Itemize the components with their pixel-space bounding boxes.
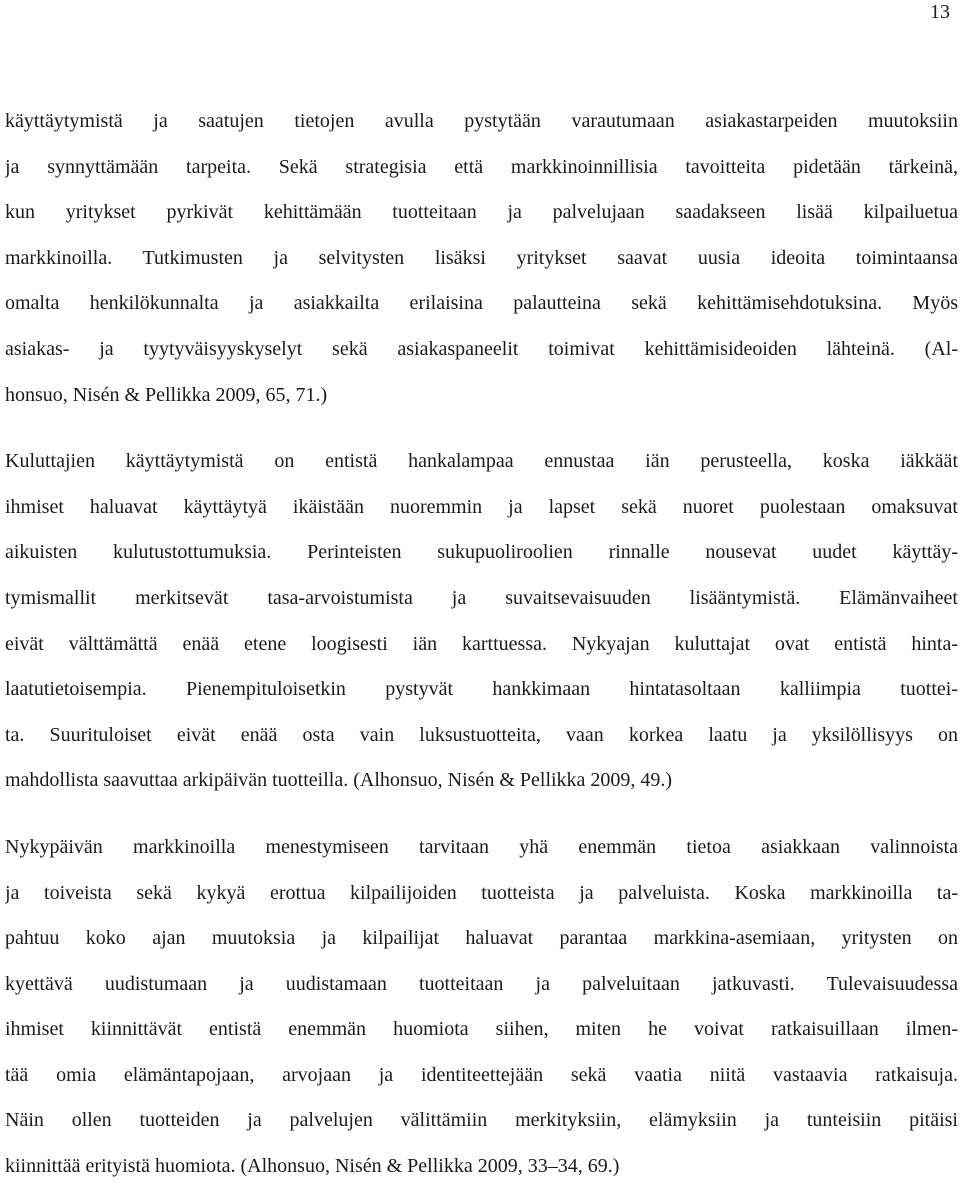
paragraph-1: [5, 99, 958, 418]
text-line: mahdollista saavuttaa arkipäivän tuotteilla. (Alhonsuo, Nisén & Pellikka 2009, 49.): [5, 769, 673, 792]
text-line: honsuo, Nisén & Pellikka 2009, 65, 71.): [5, 383, 328, 406]
paragraph-spacer: [5, 418, 958, 439]
text-line: Näin ollen tuotteiden ja palvelujen välittämiin merkityksiin, elämyksiin ja tunteisiin pitäisi: [5, 1109, 958, 1132]
text-line: kun yritykset pyrkivät kehittämään tuotteitaan ja palvelujaan saadakseen lisää kilpailuetua: [5, 201, 958, 224]
document-body: [5, 99, 958, 1190]
paragraph-spacer: [5, 804, 958, 825]
paragraph-3: [5, 825, 958, 1190]
text-line: kyettävä uudistumaan ja uudistamaan tuotteitaan ja palveluitaan jatkuvasti. Tulevaisuudessa: [5, 972, 958, 995]
text-line: tymismallit merkitsevät tasa-arvoistumista ja suvaitsevaisuuden lisääntymistä. Elämänvaiheet: [5, 586, 958, 609]
text-line: Nykypäivän markkinoilla menestymiseen tarvitaan yhä enemmän tietoa asiakkaan valinnoista: [5, 835, 958, 858]
paragraph-2: [5, 439, 958, 804]
text-line: ihmiset haluavat käyttäytyä ikäistään nuoremmin ja lapset sekä nuoret puolestaan omaksuvat: [5, 495, 958, 518]
text-line: ihmiset kiinnittävät entistä enemmän huomiota siihen, miten he voivat ratkaisuillaan ilmen-: [5, 1018, 958, 1041]
text-line: Kuluttajien käyttäytymistä on entistä hankalampaa ennustaa iän perusteella, koska iäkkäät: [5, 450, 958, 473]
text-line: aikuisten kulutustottumuksia. Perinteisten sukupuoliroolien rinnalle nousevat uudet käyttäy-: [5, 541, 958, 564]
page-number: 13: [930, 1, 950, 23]
text-line: omalta henkilökunnalta ja asiakkailta erilaisina palautteina sekä kehittämisehdotuksina. Myös: [5, 292, 958, 315]
text-line: kiinnittää erityistä huomiota. (Alhonsuo, Nisén & Pellikka 2009, 33–34, 69.): [5, 1155, 620, 1178]
text-line: eivät välttämättä enää etene loogisesti iän karttuessa. Nykyajan kuluttajat ovat entistä hinta-: [5, 632, 958, 655]
text-line: asiakas- ja tyytyväisyyskyselyt sekä asiakaspaneelit toimivat kehittämisideoiden lähteinä. (Al-: [5, 337, 958, 360]
text-line: markkinoilla. Tutkimusten ja selvitysten lisäksi yritykset saavat uusia ideoita toimintaansa: [5, 246, 958, 269]
text-line: ja toiveista sekä kykyä erottua kilpailijoiden tuotteista ja palveluista. Koska markkinoilla ta-: [5, 881, 958, 904]
text-line: ja synnyttämään tarpeita. Sekä strategisia että markkinoinnillisia tavoitteita pidetään tärkeinä,: [5, 155, 958, 178]
text-line: pahtuu koko ajan muutoksia ja kilpailijat haluavat parantaa markkina-asemiaan, yritysten on: [5, 927, 958, 950]
text-line: tää omia elämäntapojaan, arvojaan ja identiteettejään sekä vaatia niitä vastaavia ratkaisuja.: [5, 1063, 958, 1086]
text-line: ta. Suurituloiset eivät enää osta vain luksustuotteita, vaan korkea laatu ja yksilöllisyys on: [5, 723, 958, 746]
text-line: laatutietoisempia. Pienempituloisetkin pystyvät hankkimaan hintatasoltaan kalliimpia tuottei-: [5, 678, 958, 701]
text-line: käyttäytymistä ja saatujen tietojen avulla pystytään varautumaan asiakastarpeiden muutoksiin: [5, 110, 958, 132]
